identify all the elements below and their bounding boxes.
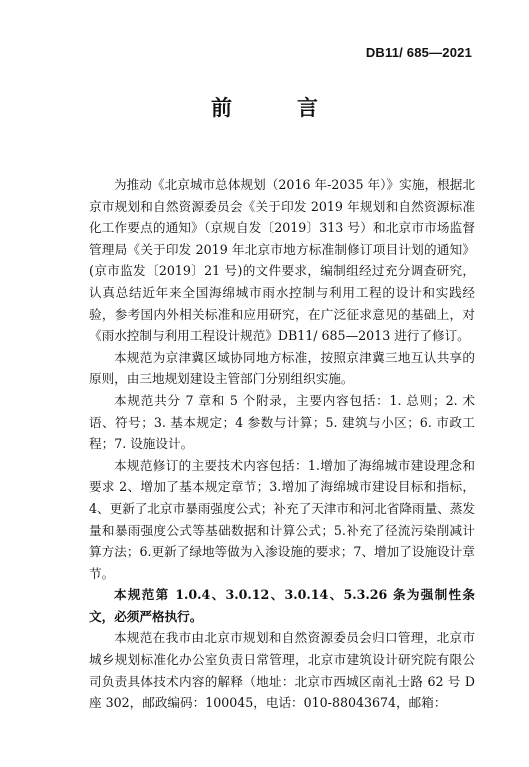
standard-code: DB11/ 685—2021 bbox=[365, 45, 472, 60]
paragraph-mandatory-clauses: 本规范第 1.0.4、3.0.12、3.0.14、5.3.26 条为强制性条文，必须严格执行。 bbox=[89, 587, 475, 624]
paragraph-contents: 本规范共分 7 章和 5 个附录，主要内容包括：1. 总则；2. 术语、符号；3. 基本规定；4 参数与计算；5. 建筑与小区；6. 市政工程；7. 设施设计。 bbox=[89, 392, 475, 452]
page-title: 前 言 bbox=[211, 96, 340, 120]
foreword-body bbox=[89, 174, 475, 714]
paragraph-regional-standard: 本规范为京津冀区域协同地方标准，按照京津冀三地互认共享的原则，由三地规划建设主管部门分别组织实施。 bbox=[89, 349, 475, 387]
paragraph-purpose: 为推动《北京城市总体规划（2016 年-2035 年）》实施，根据北京市规划和自然资源委员会《关于印发 2019 年规划和自然资源标准化工作要点的通知》（京规自发〔2019〕313 号）和北京市市场监督管理局《关于印发 2019 年北京市地方标准制修订项目计划的通知》(京市监发〔2019〕21 号)的文件要求，编制组经过充分调查研究，认真总结近年来全国海绵城市雨水控制与利用工程的设计和实践经验，参考国内外相关标准和应用研究，在广泛征求意见的基础上，对《雨水控制与利用工程设计规范》DB11/ 685—2013 进行了修订。 bbox=[89, 177, 475, 344]
paragraph-revisions: 本规范修订的主要技术内容包括：1.增加了海绵城市建设理念和要求 2、增加了基本规定章节；3.增加了海绵城市建设目标和指标，4、更新了北京市暴雨强度公式；补充了天津市和河北省降雨量、蒸发量和暴雨强度公式等基础数据和计算公式；5.补充了径流污染削减计算方法；6.更新了绿地等做为入渗设施的要求；7、增加了设施设计章节。 bbox=[89, 457, 475, 581]
paragraph-management: 本规范在我市由北京市规划和自然资源委员会归口管理，北京市城乡规划标准化办公室负责日常管理，北京市建筑设计研究院有限公司负责具体技术内容的解释（地址：北京市西城区南礼士路 62 号 D 座 302，邮政编码：100045，电话：010-88043674，邮箱： bbox=[89, 630, 475, 711]
